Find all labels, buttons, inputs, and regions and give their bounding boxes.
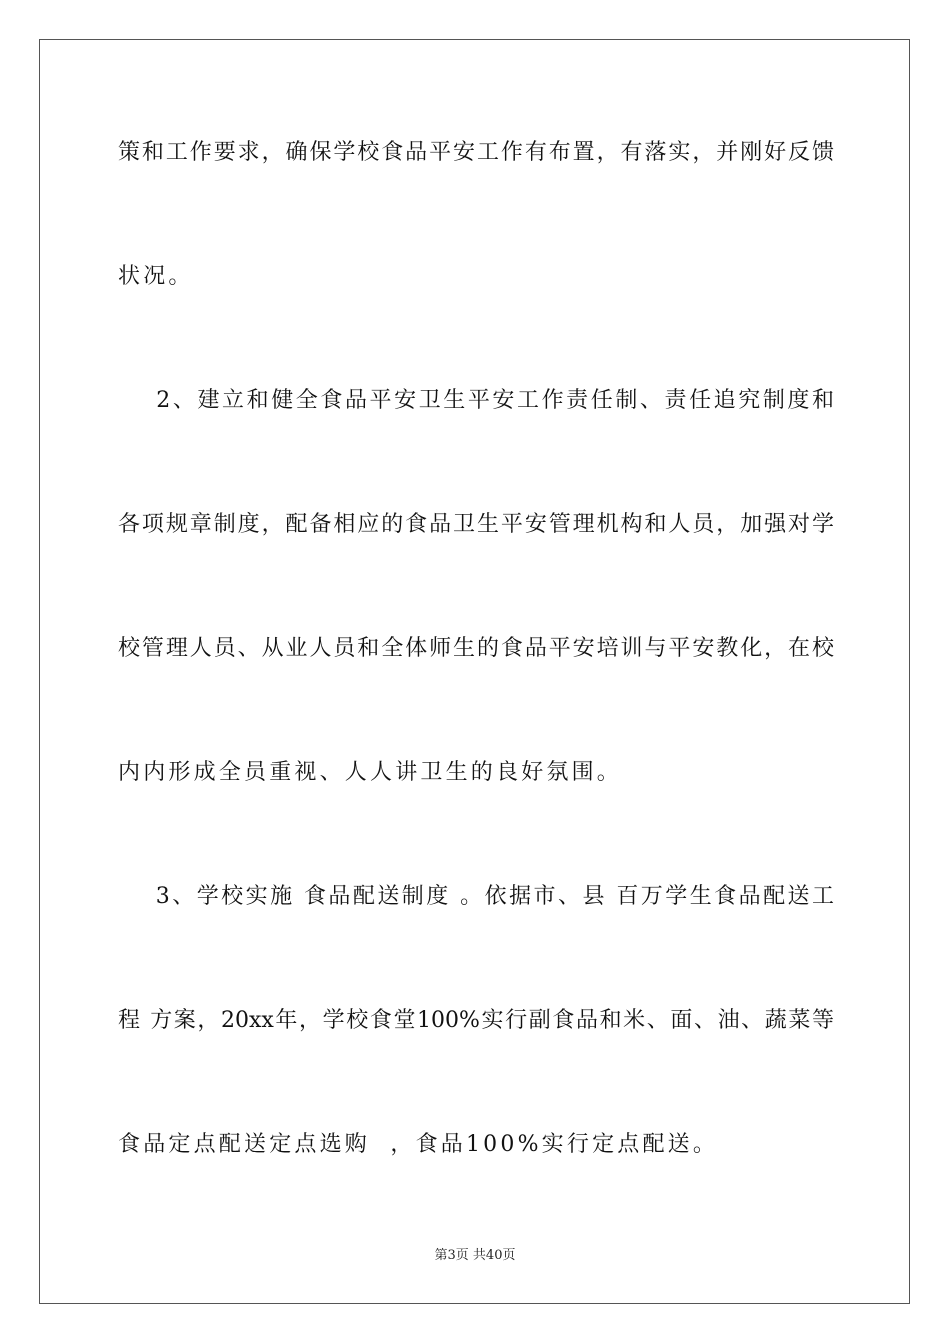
body-text-line-8: 程 方案，20xx年，学校食堂100%实行副食品和米、面、油、蔬菜等	[118, 1008, 834, 1033]
body-text-line-1: 策和工作要求，确保学校食品平安工作有布置，有落实，并刚好反馈	[118, 140, 834, 165]
body-text-line-5: 校管理人员、从业人员和全体师生的食品平安培训与平安教化，在校	[118, 636, 834, 661]
body-text-line-7: 3、学校实施 食品配送制度 。依据市、县 百万学生食品配送工	[118, 884, 834, 909]
body-text-line-6: 内内形成全员重视、人人讲卫生的良好氛围。	[118, 760, 623, 785]
body-text-line-4: 各项规章制度，配备相应的食品卫生平安管理机构和人员，加强对学	[118, 512, 834, 537]
body-text-line-9: 食品定点配送定点选购 ，食品100%实行定点配送。	[118, 1132, 719, 1157]
page-border	[39, 39, 910, 1304]
body-text-line-3: 2、建立和健全食品平安卫生平安工作责任制、责任追究制度和	[118, 388, 834, 413]
page-number-footer: 第3页 共40页	[434, 1248, 516, 1263]
body-text-line-2: 状况。	[118, 264, 194, 289]
